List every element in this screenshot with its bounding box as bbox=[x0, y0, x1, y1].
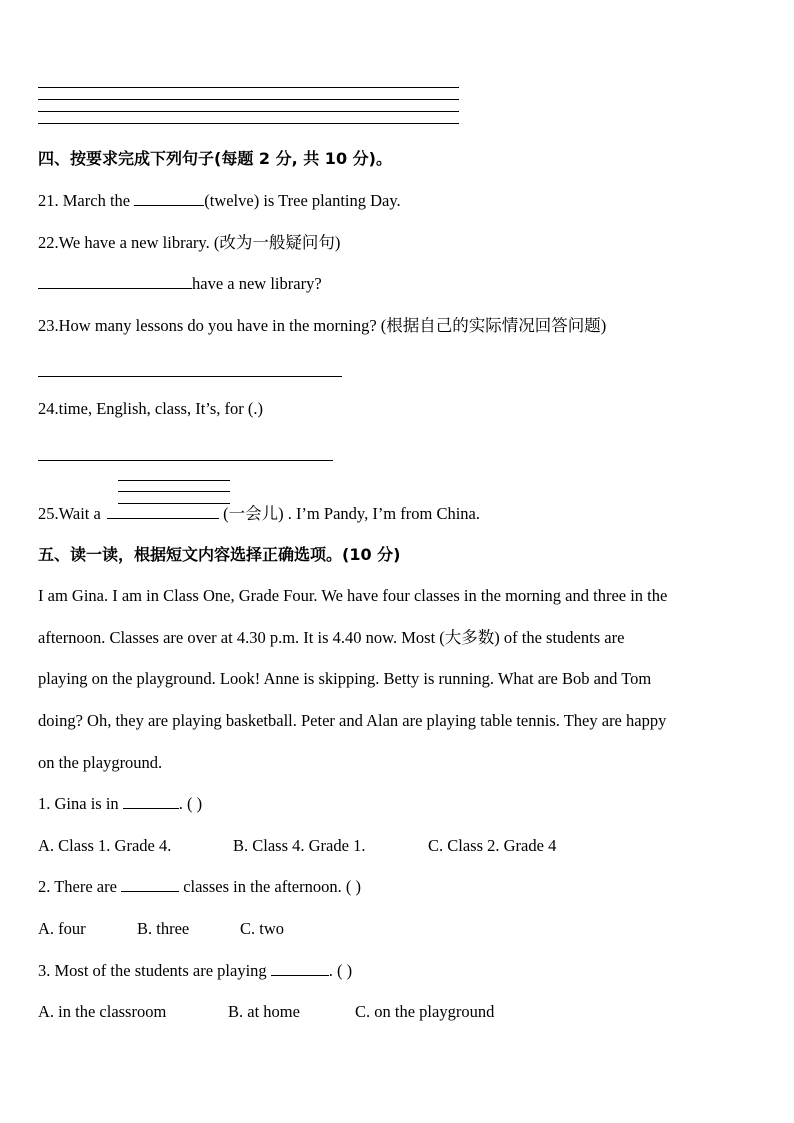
section5-heading: 五、读一读，根据短文内容选择正确选项。(10 分) bbox=[38, 545, 401, 564]
q25-suffix: (一会儿) . I’m Pandy, I’m from China. bbox=[218, 504, 481, 523]
question-22: 22.We have a new library. (改为一般疑问句) bbox=[38, 233, 341, 252]
question-25 bbox=[38, 503, 480, 525]
q24-answer-line[interactable] bbox=[38, 460, 333, 461]
section4-heading: 四、按要求完成下列句子(每题 2 分, 共 10 分)。 bbox=[38, 149, 392, 168]
rq2-option-a[interactable]: A. four bbox=[38, 919, 86, 938]
question-22-answer bbox=[38, 273, 322, 295]
question-24: 24.time, English, class, It’s, for (.) bbox=[38, 399, 264, 418]
q22-blank[interactable] bbox=[38, 273, 192, 289]
rq3-option-b[interactable]: B. at home bbox=[228, 1002, 300, 1021]
rq1-suffix: . ( ) bbox=[178, 794, 203, 813]
question-23: 23.How many lessons do you have in the morning? (根据自己的实际情况回答问题) bbox=[38, 316, 607, 335]
rq2-suffix: classes in the afternoon. ( ) bbox=[179, 877, 361, 896]
rq1-blank[interactable] bbox=[123, 793, 179, 809]
answer-line-top-2 bbox=[38, 99, 459, 100]
passage-line-4: doing? Oh, they are playing basketball. Peter and Alan are playing table tennis. They are happy bbox=[38, 711, 667, 730]
q25-stack-line-1 bbox=[118, 480, 230, 481]
q21-blank[interactable] bbox=[134, 190, 204, 206]
rq3-option-c[interactable]: C. on the playground bbox=[355, 1002, 495, 1021]
rq2-option-b[interactable]: B. three bbox=[137, 919, 190, 938]
passage-line-1: I am Gina. I am in Class One, Grade Four. We have four classes in the morning and three in the bbox=[38, 586, 668, 605]
rq2-option-c[interactable]: C. two bbox=[240, 919, 285, 938]
rq1-prefix: 1. Gina is in bbox=[38, 794, 123, 813]
rq1-option-a[interactable]: A. Class 1. Grade 4. bbox=[38, 836, 172, 855]
passage-line-5: on the playground. bbox=[38, 753, 163, 772]
rq2-blank[interactable] bbox=[121, 876, 179, 892]
reading-q2 bbox=[38, 876, 361, 898]
answer-line-top-1 bbox=[38, 87, 459, 88]
answer-line-top-4 bbox=[38, 123, 459, 124]
rq3-blank[interactable] bbox=[271, 960, 329, 976]
q25-blank[interactable] bbox=[107, 503, 219, 519]
rq3-option-a[interactable]: A. in the classroom bbox=[38, 1002, 167, 1021]
rq1-option-c[interactable]: C. Class 2. Grade 4 bbox=[428, 836, 557, 855]
q25-prefix: 25.Wait a bbox=[38, 504, 105, 523]
q25-stack-line-2 bbox=[118, 491, 230, 492]
q21-suffix: (twelve) is Tree planting Day. bbox=[204, 191, 401, 210]
passage-line-3: playing on the playground. Look! Anne is skipping. Betty is running. What are Bob and Tom bbox=[38, 669, 652, 688]
rq1-option-b[interactable]: B. Class 4. Grade 1. bbox=[233, 836, 366, 855]
reading-q3 bbox=[38, 960, 352, 982]
rq3-suffix: . ( ) bbox=[328, 961, 353, 980]
reading-q1 bbox=[38, 793, 202, 815]
q21-prefix: 21. March the bbox=[38, 191, 135, 210]
question-21 bbox=[38, 190, 401, 212]
rq2-prefix: 2. There are bbox=[38, 877, 122, 896]
rq3-prefix: 3. Most of the students are playing bbox=[38, 961, 271, 980]
q23-answer-line[interactable] bbox=[38, 376, 342, 377]
q22-answer-suffix: have a new library? bbox=[192, 274, 322, 293]
passage-line-2: afternoon. Classes are over at 4.30 p.m. It is 4.40 now. Most (大多数) of the students are bbox=[38, 628, 625, 647]
answer-line-top-3 bbox=[38, 111, 459, 112]
